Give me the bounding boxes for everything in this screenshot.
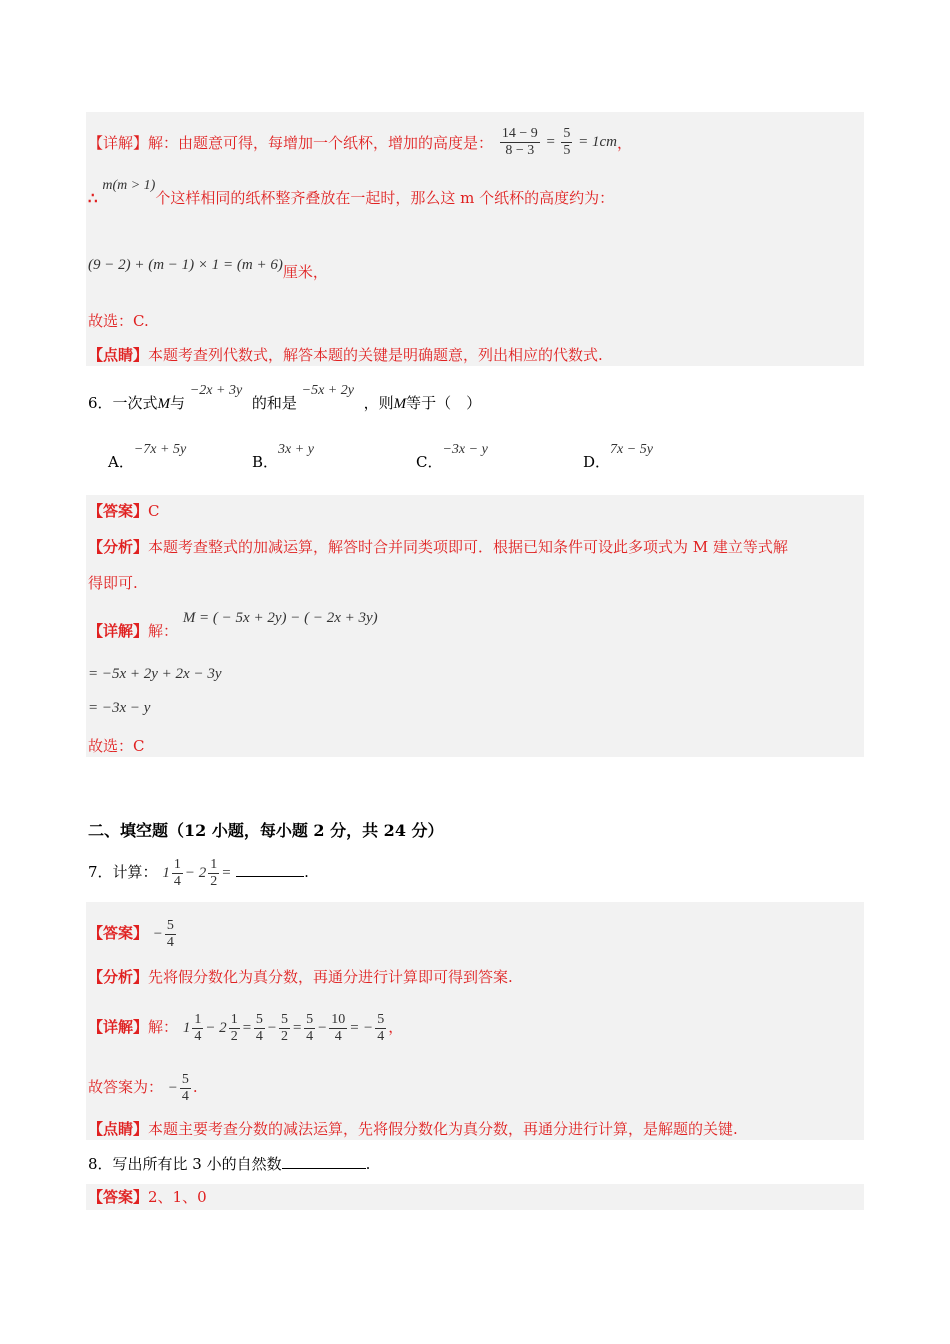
q7-point-line: 【点睛】本题主要考查分数的减法运算，先将假分数化为真分数，再通分进行计算，是解题的关键. [88,1120,738,1138]
q8-stem: 8．写出所有比 3 小的自然数 . [88,1155,371,1173]
q8-blank[interactable] [282,1168,366,1169]
detail-text: 解：由题意可得，每增加一个纸杯，增加的高度是： [148,133,494,152]
q6-option-b[interactable]: B．3x + y [252,442,314,471]
unit-text: 厘米， [282,263,328,281]
height-expression: (9 − 2) + (m − 1) × 1 = (m + 6) [88,257,283,273]
q7-detail-line: 【详解】解： 1 $\frac{1}{4}$ − 2 $\frac{1}{2}$ = $\frac{5}{4}$ − $\frac{5}{2}$ = $\frac{5}{4}$ − $\frac{10}{4}$ = − $\frac{5}{4}$ ， [88,1012,404,1044]
q6-analysis-line2: 得即可. [88,574,138,592]
q7-blank[interactable] [236,876,304,877]
m-expression: m(m > 1) [102,178,156,193]
section-title: 二、填空题（12 小题，每小题 2 分，共 24 分） [88,821,444,840]
q6-expr1: −2x + 3y [189,383,243,398]
q5-choice: 故选：C. [88,312,149,330]
q5-detail-line: 【详解】解：由题意可得，每增加一个纸杯，增加的高度是： $\frac{14 - 9}{8 - 3}$ = $\frac{5}{5}$ = 1cm， [88,126,632,158]
q6-detail-line: 【详解】解： M = ( − 5x + 2y) − ( − 2x + 3y) [88,610,378,640]
q6-answer-line: 【答案】C [88,502,160,520]
detail-tag: 【详解】 [88,133,149,152]
q5-point-line [88,345,603,365]
q7-analysis-line: 【分析】先将假分数化为真分数，再通分进行计算即可得到答案. [88,968,513,986]
q8-answer-line: 【答案】2、1、0 [88,1188,207,1206]
point-text: 本题考查列代数式，解答本题的关键是明确题意，列出相应的代数式. [148,346,603,364]
q7-answer-line: 【答案】 − $\frac{5}{4}$ [88,918,178,951]
q6-step1: M = ( − 5x + 2y) − ( − 2x + 3y) [182,610,378,626]
q5-therefore-line [88,178,615,210]
q6-analysis-line: 【分析】本题考查整式的加减运算，解答时合并同类项即可．根据已知条件可设此多项式为 M 建立等式解 [88,538,788,556]
q6-option-d[interactable]: D．7x − 5y [583,442,653,471]
q6-option-c[interactable]: C．−3x − y [416,442,488,471]
q6-expr2: −5x + 2y [301,383,354,398]
q7-final-line: 故答案为： − $\frac{5}{4}$ . [88,1072,198,1104]
q7-detail-formula: 1 $\frac{1}{4}$ − 2 $\frac{1}{2}$ = $\frac{5}{4}$ − $\frac{5}{2}$ = $\frac{5}{4}$ − $\frac{10}{4}$ = − $\frac{5}{4}$ [182,1012,385,1044]
q6-step3: = −3x − y [88,700,151,716]
q5-expression-line [88,257,328,283]
q6-choice: 故选：C [88,737,145,755]
q6-option-a[interactable]: A．−7x + 5y [108,442,187,471]
m-text: 个这样相同的纸杯整齐叠放在一起时，那么这 m 个纸杯的高度约为： [155,189,615,207]
point-tag: 【点睛】 [88,346,149,364]
q7-expression: 1 $\frac{1}{4}$ − 2 $\frac{1}{2}$ = [162,857,232,889]
q7-answer-value: − $\frac{5}{4}$ [152,918,174,950]
q6-step2: = −5x + 2y + 2x − 3y [88,666,222,682]
q6-stem: 6．一次式M与 −2x + 3y的和是 −5x + 2y，则M等于（ ） [88,383,482,412]
therefore-symbol: ∴ [88,189,98,207]
height-increment-formula: $\frac{14 - 9}{8 - 3}$ = $\frac{5}{5}$ = 1cm [501,126,617,158]
q7-stem: 7．计算： 1 $\frac{1}{4}$ − 2 $\frac{1}{2}$ = . [88,857,309,889]
